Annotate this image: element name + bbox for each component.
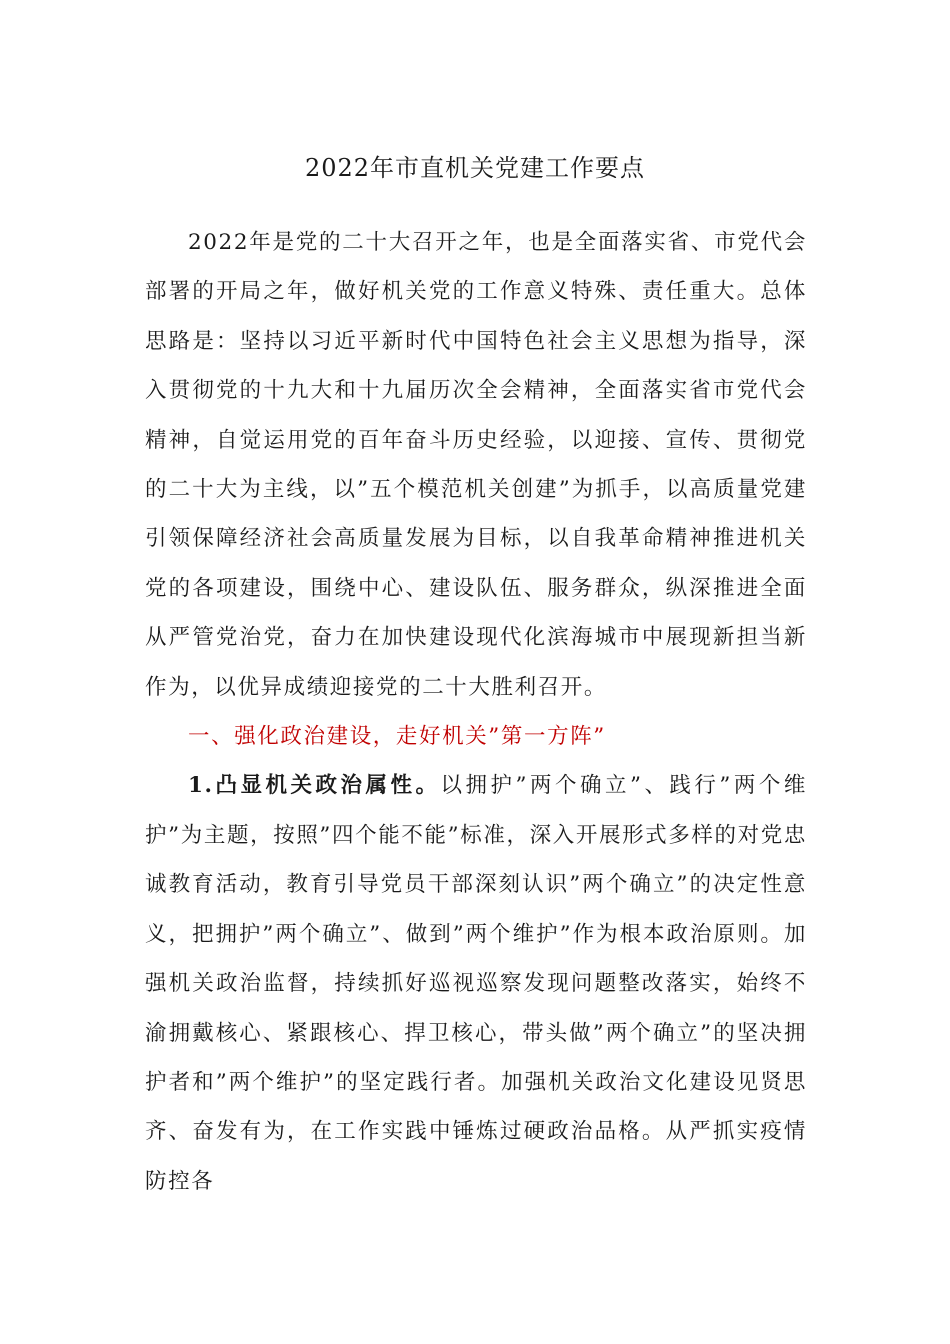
document-title: 2022年市直机关党建工作要点	[304, 154, 646, 182]
document-body	[145, 218, 807, 1206]
item-lead: 1.凸显机关政治属性。	[188, 773, 441, 799]
item-paragraph	[145, 761, 807, 1206]
section-heading: 一、强化政治建设，走好机关”第一方阵”	[188, 724, 606, 750]
intro-paragraph: 2022年是党的二十大召开之年，也是全面落实省、市党代会部署的开局之年，做好机关党的工作意义特殊、责任重大。总体思路是：坚持以习近平新时代中国特色社会主义思想为指导，深入贯彻党的十九大和十九届历次全会精神，全面落实省市党代会精神，自觉运用党的百年奋斗历史经验，以迎接、宣传、贯彻党的二十大为主线，以”五个模范机关创建”为抓手，以高质量党建引领保障经济社会高质量发展为目标，以自我革命精神推进机关党的各项建设，围绕中心、建设队伍、服务群众，纵深推进全面从严管党治党，奋力在加快建设现代化滨海城市中展现新担当新作为，以优异成绩迎接党的二十大胜利召开。	[145, 230, 807, 700]
item-body: 以拥护”两个确立”、践行”两个维护”为主题，按照”四个能不能”标准，深入开展形式多样的对党忠诚教育活动，教育引导党员干部深刻认识”两个确立”的决定性意义，把拥护”两个确立”、做到”两个维护”作为根本政治原则。加强机关政治监督，持续抓好巡视巡察发现问题整改落实，始终不渝拥戴核心、紧跟核心、捍卫核心，带头做”两个确立”的坚决拥护者和”两个维护”的坚定践行者。加强机关政治文化建设见贤思齐、奋发有为，在工作实践中锤炼过硬政治品格。从严抓实疫情防控各	[145, 773, 808, 1194]
